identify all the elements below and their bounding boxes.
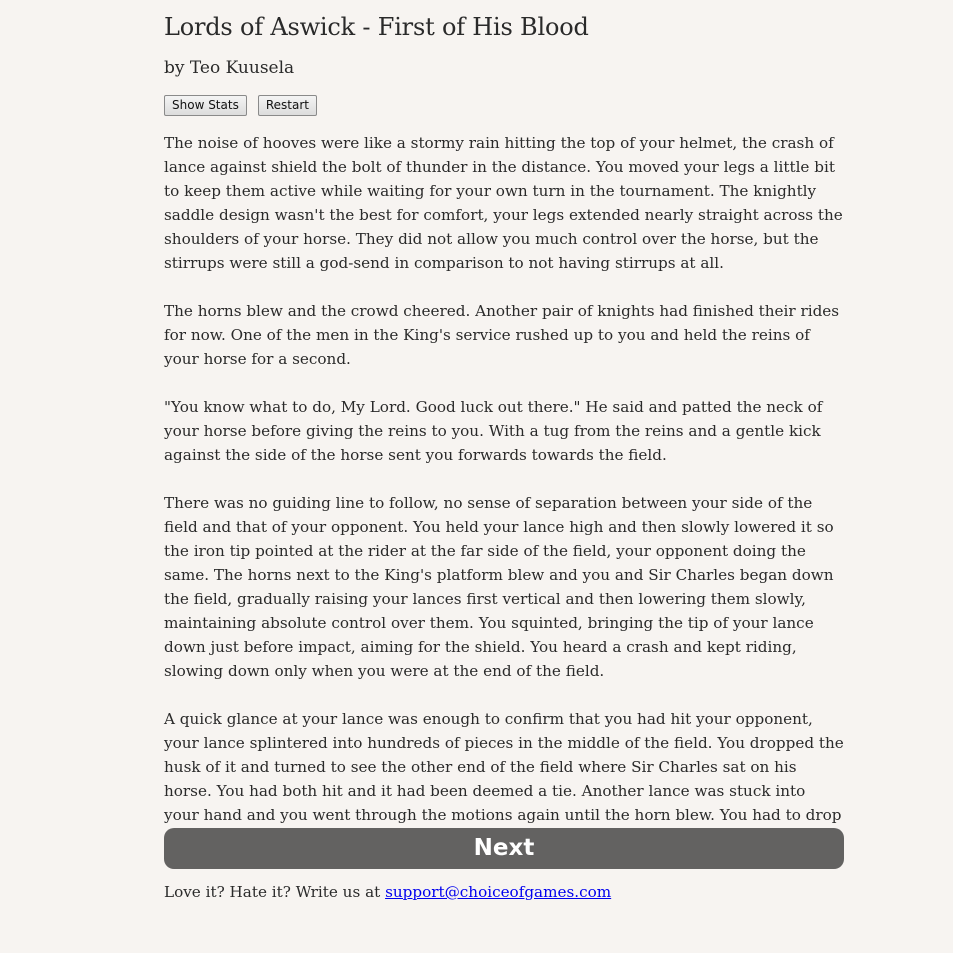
support-email-link[interactable]: support@choiceofgames.com	[385, 883, 612, 901]
story-text	[164, 131, 844, 875]
author-byline: by Teo Kuusela	[164, 58, 295, 78]
game-title: Lords of Aswick - First of His Blood	[164, 13, 589, 41]
story-paragraph: "You know what to do, My Lord. Good luck out there." He said and patted the neck of your horse before giving the reins to you. With a tug from the reins and a gentle kick against the side of the horse sent you forwards towards the field.	[164, 398, 823, 464]
footer-text: Love it? Hate it? Write us at	[164, 883, 386, 901]
restart-button[interactable]: Restart	[258, 95, 317, 116]
show-stats-button[interactable]: Show Stats	[164, 95, 247, 116]
story-paragraph: There was no guiding line to follow, no sense of separation between your side of the field and that of your opponent. You held your lance high and then slowly lowered it so the iron tip pointed at the rider at the far side of the field, your opponent doing the same. The horns next to the King's platform blew and you and Sir Charles began down the field, gradually raising your lances first vertical and then lowering them slowly, maintaining absolute control over them. You squinted, bringing the tip of your lance down just before impact, aiming for the shield. You heard a crash and kept riding, slowing down only when you were at the end of the field.	[164, 494, 834, 680]
toolbar	[164, 95, 317, 116]
feedback-footer	[164, 883, 611, 901]
story-paragraph: The horns blew and the crowd cheered. Another pair of knights had finished their rides for now. One of the men in the King's service rushed up to you and held the reins of your horse for a second.	[164, 302, 840, 368]
next-button[interactable]: Next	[164, 828, 844, 869]
story-paragraph: The noise of hooves were like a stormy rain hitting the top of your helmet, the crash of lance against shield the bolt of thunder in the distance. You moved your legs a little bit to keep them active while waiting for your own turn in the tournament. The knightly saddle design wasn't the best for comfort, your legs extended nearly straight across the shoulders of your horse. They did not allow you much control over the horse, but the stirrups were still a god-send in comparison to not having stirrups at all.	[164, 134, 843, 272]
story-paragraph: A quick glance at your lance was enough to confirm that you had hit your opponent, your lance splintered into hundreds of pieces in the middle of the field. You dropped the husk of it and turned to see the other end of the field where Sir Charles sat on his horse. You had both hit and it had been deemed a tie. Another lance was stuck into your hand and you went through the motions again until the horn blew. You had to drop	[164, 710, 844, 824]
